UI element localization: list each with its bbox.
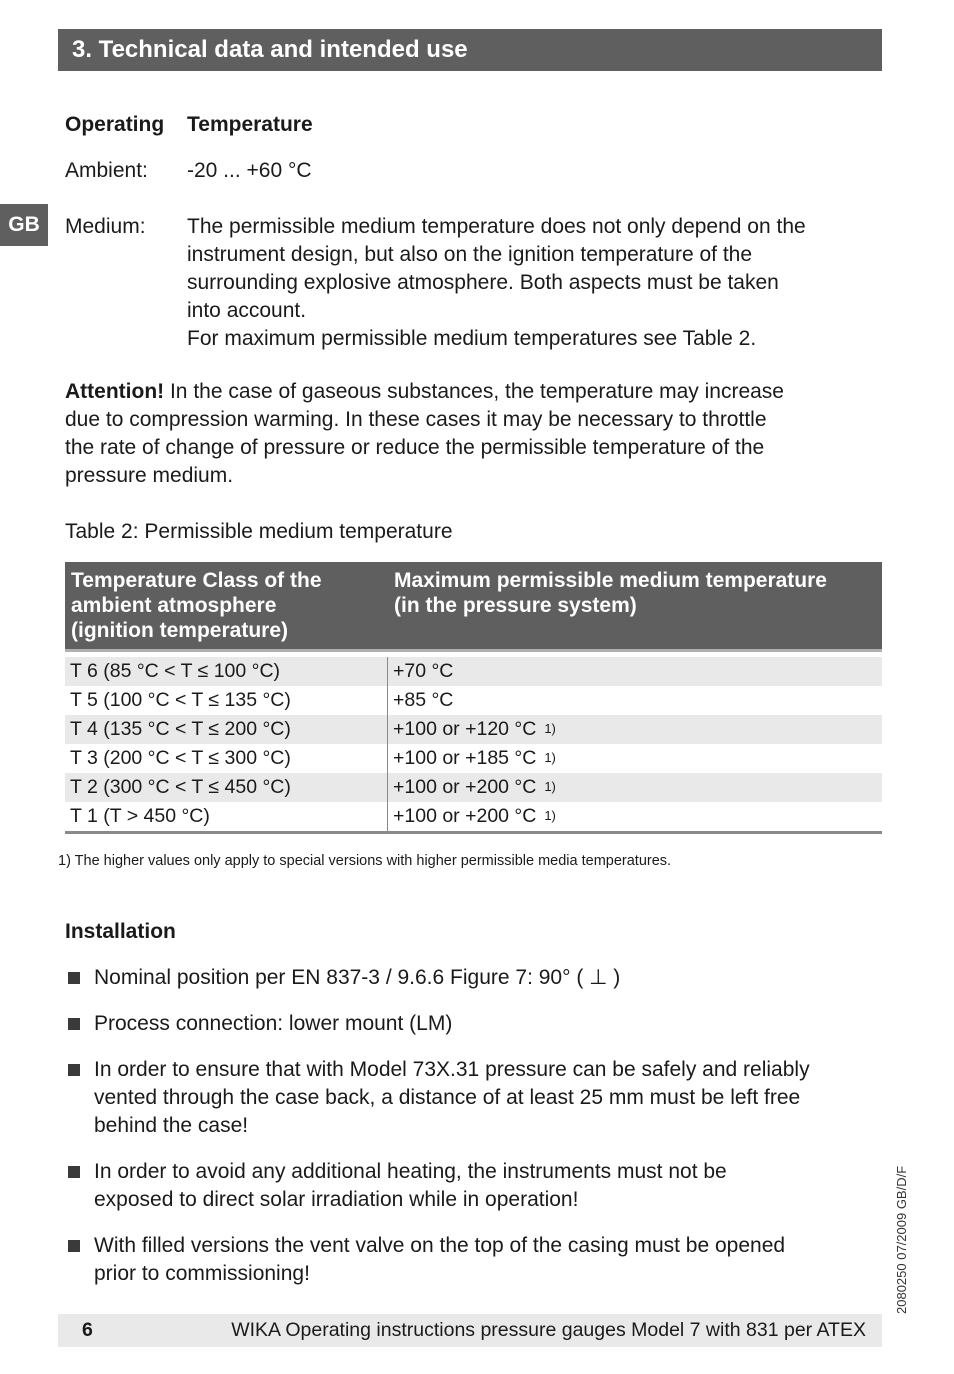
- bullet-text: [94, 1158, 884, 1214]
- table-row: [65, 686, 882, 715]
- header-line: Temperature Class of the: [71, 569, 322, 592]
- footer-text: WIKA Operating instructions pressure gauges Model 7 with 831 per ATEX: [231, 1319, 866, 1341]
- bullet-line: Process connection: lower mount (LM): [94, 1012, 453, 1035]
- medium-line: For maximum permissible medium temperatures see Table 2.: [187, 327, 757, 350]
- bullet-text: [94, 1232, 884, 1288]
- attention-line: In the case of gaseous substances, the temperature may increase: [164, 380, 784, 403]
- header-line: ambient atmosphere: [71, 594, 277, 617]
- cell-max: +85 °C: [393, 689, 454, 711]
- footnote-ref: 1): [544, 808, 556, 823]
- bullet-line: behind the case!: [94, 1114, 249, 1137]
- cell-class: T 1 (T > 450 °C): [70, 805, 210, 827]
- bullet-square: [68, 972, 80, 984]
- attention-label: Attention!: [65, 380, 165, 403]
- bullet-square: [68, 1064, 80, 1076]
- ambient-label: Ambient:: [65, 159, 148, 182]
- bullet-text: [94, 964, 884, 992]
- page-footer: [58, 1314, 882, 1347]
- cell-max: +100 or +200 °C 1): [393, 776, 556, 798]
- cell-class: T 5 (100 °C < T ≤ 135 °C): [70, 689, 291, 711]
- cell-class: T 4 (135 °C < T ≤ 200 °C): [70, 718, 291, 740]
- cell-max: +100 or +185 °C 1): [393, 747, 556, 769]
- installation-heading: Installation: [65, 920, 176, 943]
- medium-line: surrounding explosive atmosphere. Both aspects must be taken: [187, 271, 779, 294]
- table-row: [65, 715, 882, 744]
- attention-line: pressure medium.: [65, 464, 234, 487]
- bullet-square: [68, 1240, 80, 1252]
- language-tab: GB: [0, 204, 48, 246]
- header-line: Maximum permissible medium temperature: [394, 569, 827, 592]
- cell-max: +100 or +200 °C 1): [393, 805, 556, 827]
- table-row: [65, 802, 882, 831]
- header-line: (ignition temperature): [71, 619, 289, 642]
- temperature-table: [65, 562, 882, 834]
- bullet-line: prior to commissioning!: [94, 1262, 310, 1285]
- bullet-square: [68, 1018, 80, 1030]
- header-line: (in the pressure system): [394, 594, 637, 617]
- table-row: [65, 744, 882, 773]
- header-max-temperature: [394, 568, 880, 618]
- header-temperature-class: [71, 568, 381, 643]
- cell-class: T 6 (85 °C < T ≤ 100 °C): [70, 660, 281, 682]
- table-row: [65, 773, 882, 802]
- cell-class: T 2 (300 °C < T ≤ 450 °C): [70, 776, 291, 798]
- section-header: 3. Technical data and intended use: [58, 29, 882, 71]
- medium-label: Medium:: [65, 215, 146, 238]
- medium-line: instrument design, but also on the ignition temperature of the: [187, 243, 753, 266]
- medium-description: [187, 213, 877, 353]
- bullet-line: exposed to direct solar irradiation while in operation!: [94, 1188, 579, 1211]
- cell-max: +100 or +120 °C 1): [393, 718, 556, 740]
- operating-heading: Operating: [65, 113, 165, 136]
- attention-line: the rate of change of pressure or reduce the permissible temperature of the: [65, 436, 765, 459]
- table-header: [65, 562, 882, 652]
- attention-paragraph: [65, 378, 880, 490]
- document-code: 2080250 07/2009 GB/D/F: [894, 1165, 909, 1314]
- bullet-line: In order to avoid any additional heating, the instruments must not be: [94, 1160, 727, 1183]
- bullet-line: In order to ensure that with Model 73X.31 pressure can be safely and reliably: [94, 1058, 810, 1081]
- bullet-text: [94, 1010, 884, 1038]
- table-footnote: 1) The higher values only apply to special versions with higher permissible media temperatures.: [58, 853, 672, 869]
- footnote-ref: 1): [544, 779, 556, 794]
- page-number: 6: [82, 1319, 93, 1341]
- footnote-ref: 1): [544, 721, 556, 736]
- cell-class: T 3 (200 °C < T ≤ 300 °C): [70, 747, 291, 769]
- medium-line: The permissible medium temperature does not only depend on the: [187, 215, 806, 238]
- ambient-value: -20 ... +60 °C: [187, 159, 312, 182]
- footnote-ref: 1): [544, 750, 556, 765]
- attention-line: due to compression warming. In these cases it may be necessary to throttle: [65, 408, 767, 431]
- table-row: [65, 657, 882, 686]
- bullet-square: [68, 1166, 80, 1178]
- bullet-text: [94, 1056, 884, 1140]
- cell-max: +70 °C: [393, 660, 454, 682]
- temperature-heading: Temperature: [187, 113, 313, 136]
- bullet-line: With filled versions the vent valve on the top of the casing must be opened: [94, 1234, 786, 1257]
- bullet-line: vented through the case back, a distance of at least 25 mm must be left free: [94, 1086, 801, 1109]
- bullet-line: Nominal position per EN 837-3 / 9.6.6 Figure 7: 90° ( ⊥ ): [94, 966, 621, 989]
- table-caption: Table 2: Permissible medium temperature: [65, 520, 453, 543]
- medium-line: into account.: [187, 299, 307, 322]
